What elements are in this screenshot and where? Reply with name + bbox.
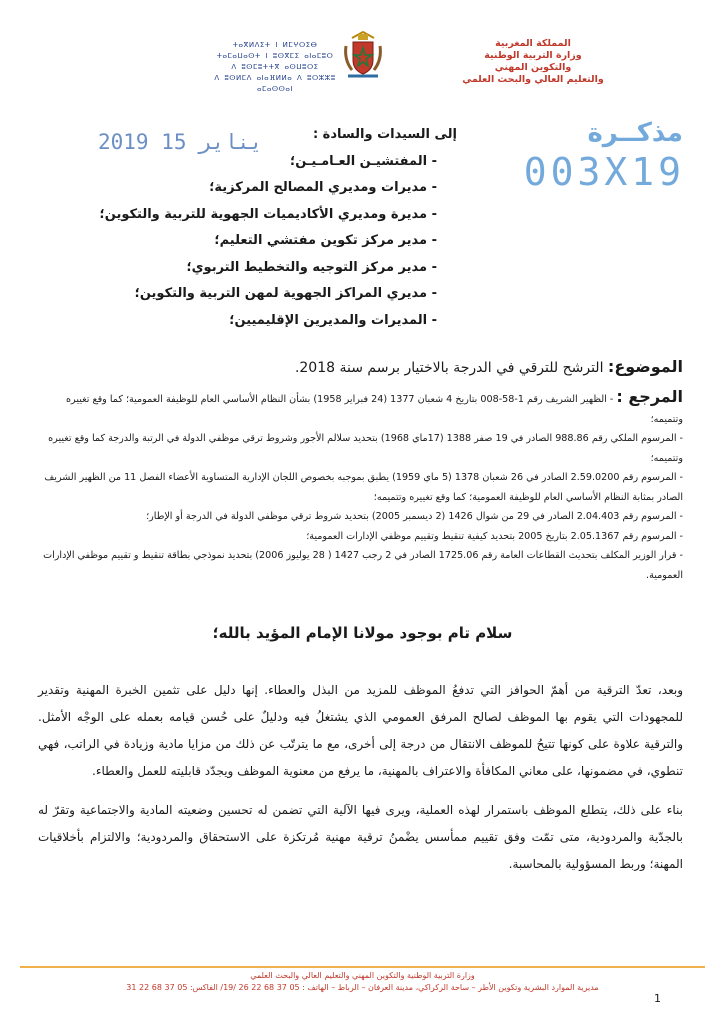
tifinagh-line: ⵜⴰⵎⴰⵡⴰⵙⵜ ⵏ ⵓⵙⴳⵎⵉ ⴰⵏⴰⵎⵓⵔ bbox=[216, 52, 334, 60]
greeting: سلام تام بوجود مولانا الإمام المؤيد بالله؛ bbox=[212, 624, 513, 642]
addressee-line: - المفتشيـن العـامـيـن؛ bbox=[290, 153, 437, 169]
addressee-line: - مديرة ومديري الأكاديميات الجهوية للتربية والتكوين؛ bbox=[99, 206, 437, 222]
body-paragraph: وبعد، تعدّ الترقية من أهمّ الحوافز التي تدفعُ الموظف للمزيد من البذل والعطاء. إنها دليل على تثمين الخبرة المهنية وتقدير للمجهودات التي يقوم بها الموظف لصالح المرفق العمومي الذي يشتغلُ فيه ودليلٌ على حُسن قيامه بعمله على الوجْه الأمثل. والترقية علاوة على كونها تتيحُ للموظف الانتقال من درجة إلى أخرى، مع ما يترتّب عن ذلك من مزايا مادية وزيادة في الراتب، فهي تنطوي، في مضمونها، على معاني المكافأة والاعتراف بالمهنية، ما يرفع من معنوية الموظف ويجدّد قابليته للعمل والعطاء. bbox=[38, 683, 683, 778]
footer-divider bbox=[20, 966, 705, 968]
references-label: المرجع : bbox=[616, 387, 683, 406]
ministry-line: والتعليم العالي والبحث العلمي bbox=[462, 74, 604, 85]
reference-item: - قرار الوزير المكلف بتحديث القطاعات العامة رقم 1725.06 الصادر في 2 رجب 1427 ( 28 يوليوز 2006) بتحديد نموذجي بطاقة تنقيط و تقييم موظفي الإدارات العمومية. bbox=[43, 550, 683, 581]
addressee-line: - مديري المراكز الجهوية لمهن التربية والتكوين؛ bbox=[134, 286, 437, 301]
footer-contact bbox=[30, 970, 695, 994]
tifinagh-line: ⴷ ⵓⵙⵍⵎⴷ ⴰⵏⴰⴼⵍⵍⴰ ⴷ ⵓⵔⵣⵣⵓ ⴰⵎⴰⵙⵙⴰⵏ bbox=[214, 74, 336, 93]
ministry-header-arabic bbox=[433, 38, 633, 86]
subject-label: الموضوع: bbox=[607, 357, 683, 376]
addressee-line: - مدير مركز تكوين مفتشي التعليم؛ bbox=[214, 233, 437, 248]
footer-line: وزارة التربية الوطنية والتكوين المهني والتعليم العالي والبحث العلمي bbox=[250, 971, 475, 980]
addressee-line: إلى السيدات والسادة : bbox=[312, 127, 457, 142]
tifinagh-line: ⴷ ⵓⵙⵎⵓⵜⵜⴳ ⴰⵙⵡⵓⵔⵉ bbox=[231, 63, 319, 71]
memo-number-stamp: 003X19 bbox=[523, 150, 685, 194]
addressee-line: - مدير مركز التوجيه والتخطيط التربوي؛ bbox=[186, 259, 437, 275]
reference-item: - الظهير الشريف رقم 1-58-008 بتاريخ 4 شعبان 1377 (24 فبراير 1958) بشأن النظام الأساسي العام للوظيفة العمومية؛ كما وقع تغييره وتتميمه؛ bbox=[66, 394, 683, 425]
footer-line: مديرية الموارد البشرية وتكوين الأطر – ساحة الركراكي، مدينة العرفان – الرباط – الهاتف : 05 37 68 22 26 /19/ الفاكس: 05 37 68 22 31 bbox=[126, 983, 599, 992]
reference-item: - المرسوم الملكي رقم 988.86 الصادر في 19 صفر 1388 (17ماي 1968) بتحديد سلالم الأجور وشروط ترقي موظفي الدولة في الرتبة والدرجة كما وقع تغييره وتتميمه؛ bbox=[48, 433, 683, 464]
page-number: 1 bbox=[654, 992, 661, 1005]
body-paragraph: بناء على ذلك، يتطلع الموظف باستمرار لهذه العملية، ويرى فيها الآلية التي تضمن له تحسين وضعيته المادية والاجتماعية وتقرّ له بالجدّية والمردودية، متى تمّت وفق تقييم ممأسس يضْمنُ ترقية مهنية مُرتكزة على الاستحقاق والمردودية؛ والالتزام بأخلاقيات المهنة؛ وربط المسؤولية بالمحاسبة. bbox=[38, 803, 683, 871]
subject-line bbox=[43, 357, 683, 376]
ministry-line: والتكوين المهني bbox=[494, 62, 572, 73]
tifinagh-line: ⵜⴰⴳⵍⴷⵉⵜ ⵏ ⵍⵎⵖⵔⵉⴱ bbox=[232, 41, 318, 49]
ministry-line: وزارة التربية الوطنية bbox=[484, 50, 582, 61]
date-stamp: 2019 يناير 15 bbox=[98, 130, 263, 154]
memo-stamp-title: مذكــرة bbox=[587, 118, 683, 148]
reference-item: - المرسوم رقم 2.04.403 الصادر في 29 من شوال 1426 (2 ديسمبر 2005) بتحديد شروط ترقي موظفي الدولة في الدرجة أو الإطار؛ bbox=[146, 511, 683, 522]
reference-item: - المرسوم رقم 2.05.1367 بتاريخ 2005 بتحديد كيفية تنقيط وتقييم موظفي الإدارات العمومية؛ bbox=[306, 530, 683, 542]
subject-text: الترشح للترقي في الدرجة بالاختيار برسم سنة 2018. bbox=[294, 360, 608, 376]
addressees-list bbox=[99, 122, 457, 334]
ministry-line: المملكة المغربية bbox=[495, 38, 571, 49]
references-block bbox=[43, 387, 683, 585]
addressee-line: - المديرات والمديرين الإقليميين؛ bbox=[229, 312, 437, 328]
ministry-header-tifinagh bbox=[200, 40, 350, 95]
addressee-line: - مديرات ومديري المصالح المركزية؛ bbox=[209, 180, 437, 195]
reference-item: - المرسوم رقم 2.59.0200 الصادر في 26 شعبان 1378 (5 ماي 1959) يطبق بموجبه بخصوص اللجان الإدارية المتساوية الأعضاء الفصل 11 من الظهير الشريف الصادر بمثابة النظام الأساسي العام للوظيفة العمومية؛ كما وقع تغييره وتتميمه؛ bbox=[44, 472, 683, 503]
